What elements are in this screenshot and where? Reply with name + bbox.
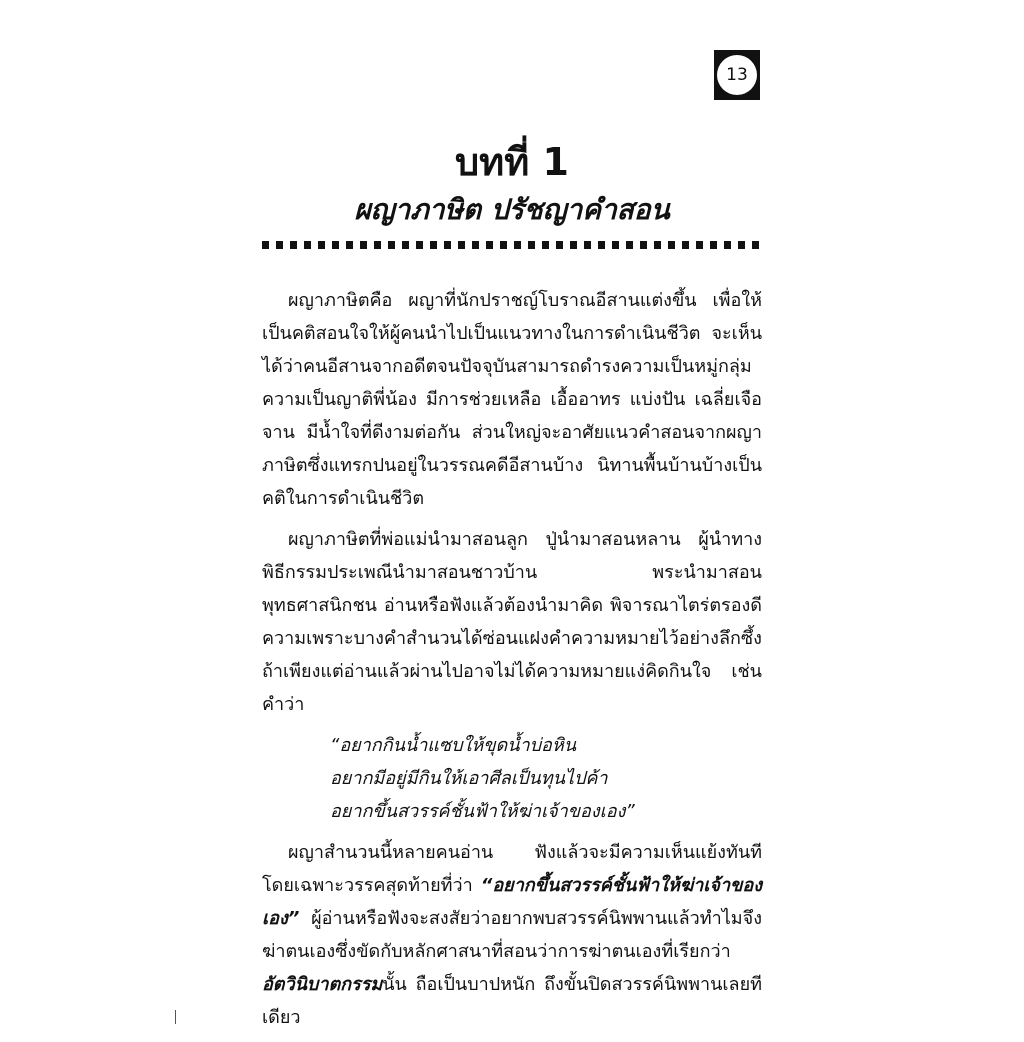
verse-line-3: อยากขึ้นสวรรค์ชั้นฟ้าให้ฆ่าเจ้าของเอง” [330,801,635,822]
paragraph-3-middle: ผู้อ่านหรือฟังจะสงสัยว่าอยากพบสวรรค์นิพพานแล้วทำไมจึงฆ่าตนเองซึ่งขัดกับหลักศาสนาที่สอนว่าการฆ่าตนเองที่เรียกว่า [262,908,762,962]
chapter-title: บทที่ 1 [455,140,569,184]
verse-line-2: อยากมีอยู่มีกินให้เอาศีลเป็นทุนไปค้า [330,768,608,789]
paragraph-3-start: ผญาสำนวนนี้หลายคนอ่าน ฟังแล้วจะมีความเห็นแย้งทันที โดยเฉพาะวรรคสุดท้ายที่ว่า [262,842,762,896]
page-number: 13 [717,55,757,95]
paragraph-3-end: นั้น ถือเป็นบาปหนัก ถึงขั้นปิดสวรรค์นิพพานเลยทีเดียว [262,974,762,1028]
paragraph-3 [262,836,762,1034]
margin-tick [175,1010,176,1024]
paragraph-1: ผญาภาษิตคือ ผญาที่นักปราชญ์โบราณอีสานแต่งขึ้น เพื่อให้เป็นคติสอนใจให้ผู้คนนำไปเป็นแนวทางในการดำเนินชีวิต จะเห็นได้ว่าคนอีสานจากอดีตจนปัจจุบันสามารถดำรงความเป็นหมู่กลุ่ม ความเป็นญาติพี่น้อง มีการช่วยเหลือ เอื้ออาทร แบ่งปัน เฉลี่ยเจือจาน มีน้ำใจที่ดีงามต่อกัน ส่วนใหญ่จะอาศัยแนวคำสอนจากผญาภาษิตซึ่งแทรกปนอยู่ในวรรณคดีอีสานบ้าง นิทานพื้นบ้านบ้างเป็นคติในการดำเนินชีวิต [262,290,762,509]
body-text [262,284,762,1042]
paragraph-2: ผญาภาษิตที่พ่อแม่นำมาสอนลูก ปู่นำมาสอนหลาน ผู้นำทางพิธีกรรมประเพณีนำมาสอนชาวบ้าน พระนำมาสอนพุทธศาสนิกชน อ่านหรือฟังแล้วต้องนำมาคิด พิจารณาไตร่ตรองดีความเพราะบางคำสำนวนได้ซ่อนแฝงคำความหมายไว้อย่างลึกซึ้ง ถ้าเพียงแต่อ่านแล้วผ่านไปอาจไม่ได้ความหมายแง่คิดกินใจ เช่นคำว่า [262,529,762,715]
dotted-divider [262,241,762,249]
verse-line-1: “อยากกินน้ำแซบให้ขุดน้ำบ่อหิน [330,735,577,756]
paragraph-3-term: อัตวินิบาตกรรม [262,974,383,995]
paragraph-3-quote: “อยากขึ้นสวรรค์ชั้นฟ้าให้ฆ่าเจ้าของเอง” [262,875,762,929]
page-number-box [714,50,760,100]
chapter-subtitle: ผญาภาษิต ปรัชญาคำสอน [354,193,670,226]
verse-block [330,729,762,828]
